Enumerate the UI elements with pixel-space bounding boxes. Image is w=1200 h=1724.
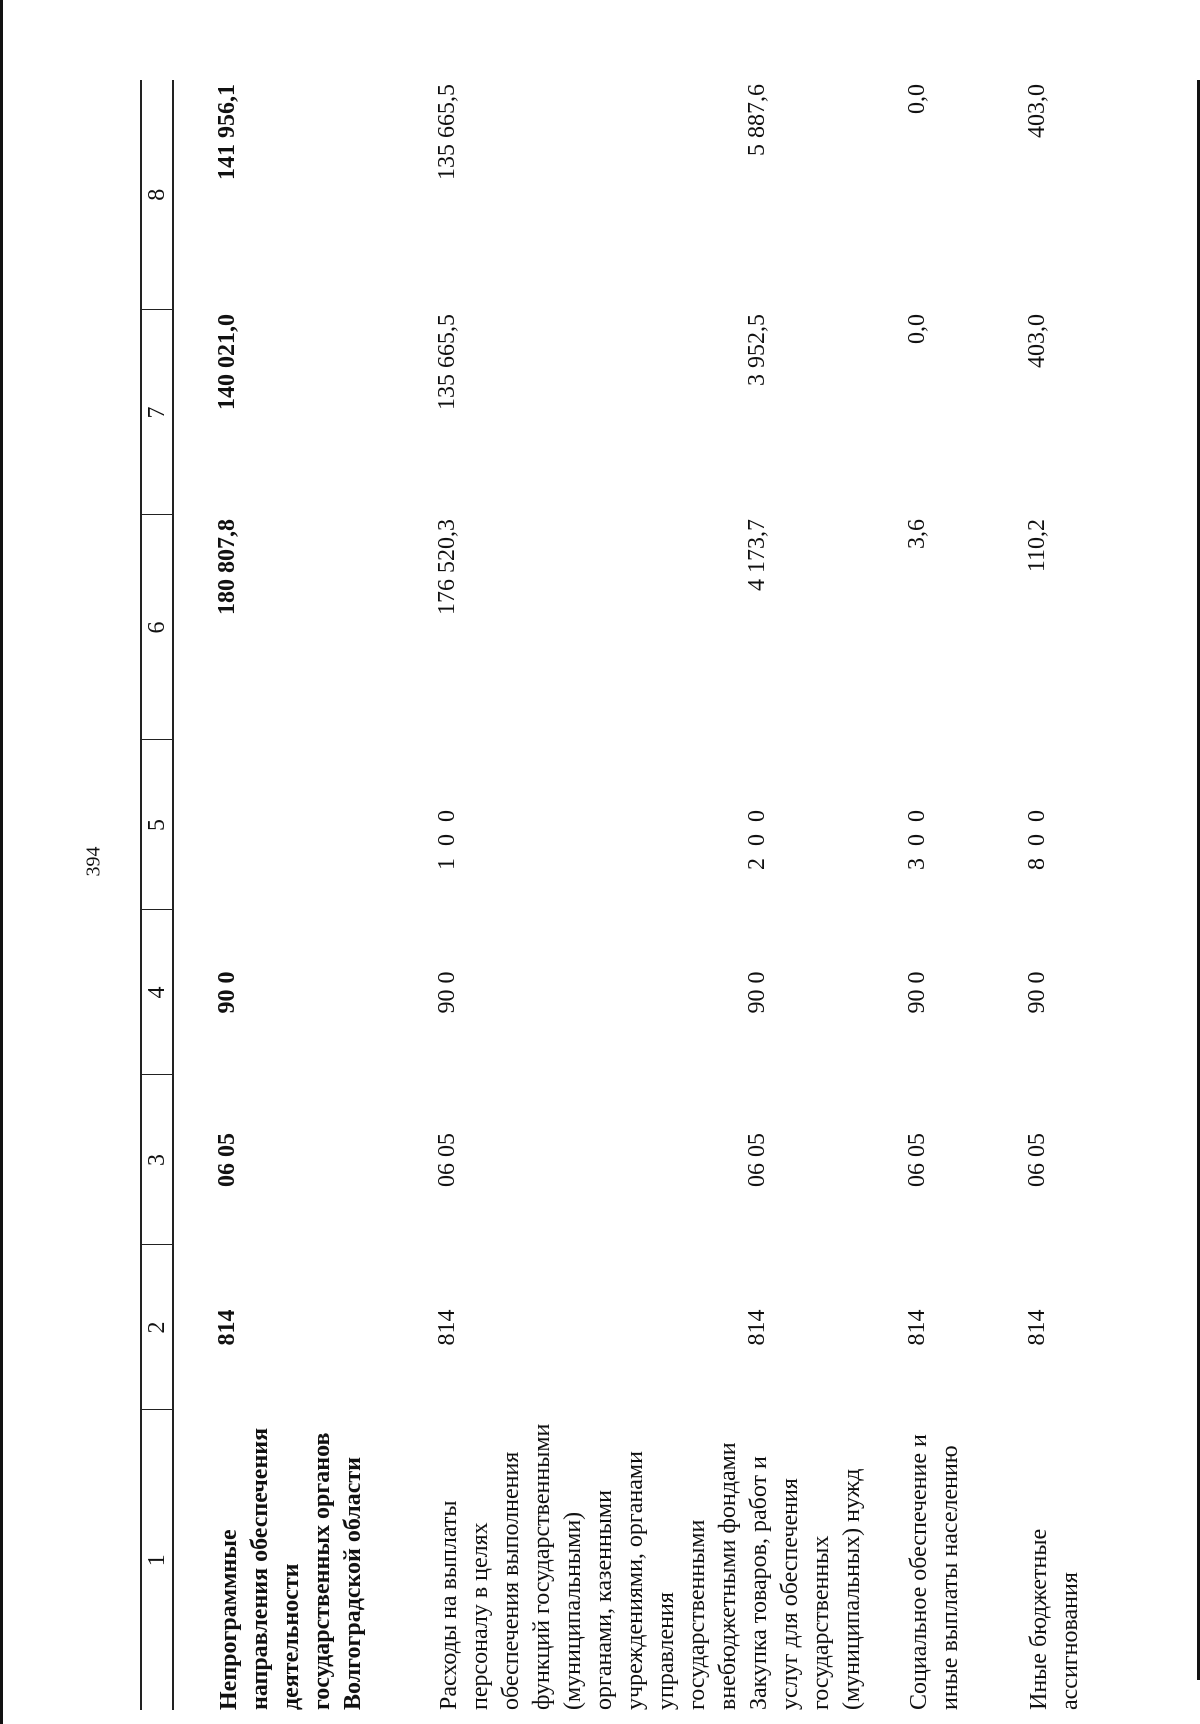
cell-c8: 141 956,1: [214, 84, 240, 180]
scan-edge-left: [0, 0, 3, 1724]
page-number: 394: [82, 846, 105, 877]
table-row: [744, 80, 904, 1710]
row-name: Социальное обеспечение и иные выплаты населению: [906, 1434, 963, 1710]
cell-c3: 06 05: [434, 1133, 460, 1187]
cell-c6: 3,6: [904, 519, 930, 549]
cell-c8: 403,0: [1024, 84, 1050, 138]
budget-table: [140, 80, 1134, 1710]
row-name: Расходы на выплаты персоналу в целях обеспечения выполнения функций государственными (муниципальными) органами, казенными учреждениями, органами управления государственными внебюджетными фондами: [436, 1423, 741, 1710]
column-header-2: 2: [141, 1245, 173, 1410]
cell-c8: 0,0: [904, 84, 930, 114]
table-row: [173, 80, 434, 1710]
cell-c5: 1 0 0: [434, 807, 460, 870]
column-header-7: 7: [141, 310, 173, 515]
cell-c4: 90 0: [434, 971, 460, 1014]
cell-c7: 403,0: [1024, 314, 1050, 368]
cell-c7: 3 952,5: [744, 314, 770, 386]
cell-c8: 5 887,6: [744, 84, 770, 156]
cell-c4: 90 0: [214, 971, 240, 1014]
table-row: [434, 80, 744, 1710]
cell-c6: 4 173,7: [744, 519, 770, 591]
cell-c2: 814: [744, 1309, 770, 1346]
cell-c4: 90 0: [904, 971, 930, 1014]
cell-c5: [173, 740, 434, 910]
cell-c5: 3 0 0: [904, 807, 930, 870]
row-name: Иные бюджетные ассигнования: [1026, 1528, 1083, 1710]
column-header-1: 1: [141, 1410, 173, 1710]
column-header-3: 3: [141, 1075, 173, 1245]
table-row: [904, 80, 1024, 1710]
cell-c3: 06 05: [1024, 1133, 1050, 1187]
cell-c2: 814: [434, 1309, 460, 1346]
table-row: [1024, 80, 1134, 1710]
cell-c2: 814: [904, 1309, 930, 1346]
row-name: Непрограммные направления обеспечения деятельности государственных органов Волгоградской области: [216, 1427, 366, 1710]
rotated-table-container: [140, 80, 1150, 1710]
cell-c6: 110,2: [1024, 519, 1050, 573]
cell-c7: 0,0: [904, 314, 930, 344]
cell-c8: 135 665,5: [434, 84, 460, 180]
cell-c3: 06 05: [214, 1133, 240, 1187]
cell-c2: 814: [1024, 1309, 1050, 1346]
cell-c5: 8 0 0: [1024, 807, 1050, 870]
cell-c3: 06 05: [744, 1133, 770, 1187]
column-header-6: 6: [141, 515, 173, 740]
cell-c6: 180 807,8: [214, 519, 240, 615]
cell-c4: 90 0: [744, 971, 770, 1014]
column-header-8: 8: [141, 80, 173, 310]
cell-c4: 90 0: [1024, 971, 1050, 1014]
row-name: Закупка товаров, работ и услуг для обеспечения государственных (муниципальных) нужд: [746, 1456, 865, 1710]
column-header-4: 4: [141, 910, 173, 1075]
column-header-5: 5: [141, 740, 173, 910]
cell-c3: 06 05: [904, 1133, 930, 1187]
cell-c7: 140 021,0: [214, 314, 240, 410]
cell-c6: 176 520,3: [434, 519, 460, 615]
cell-c7: 135 665,5: [434, 314, 460, 410]
cell-c5: 2 0 0: [744, 807, 770, 870]
header-row: [141, 80, 173, 1710]
cell-c2: 814: [214, 1309, 240, 1346]
